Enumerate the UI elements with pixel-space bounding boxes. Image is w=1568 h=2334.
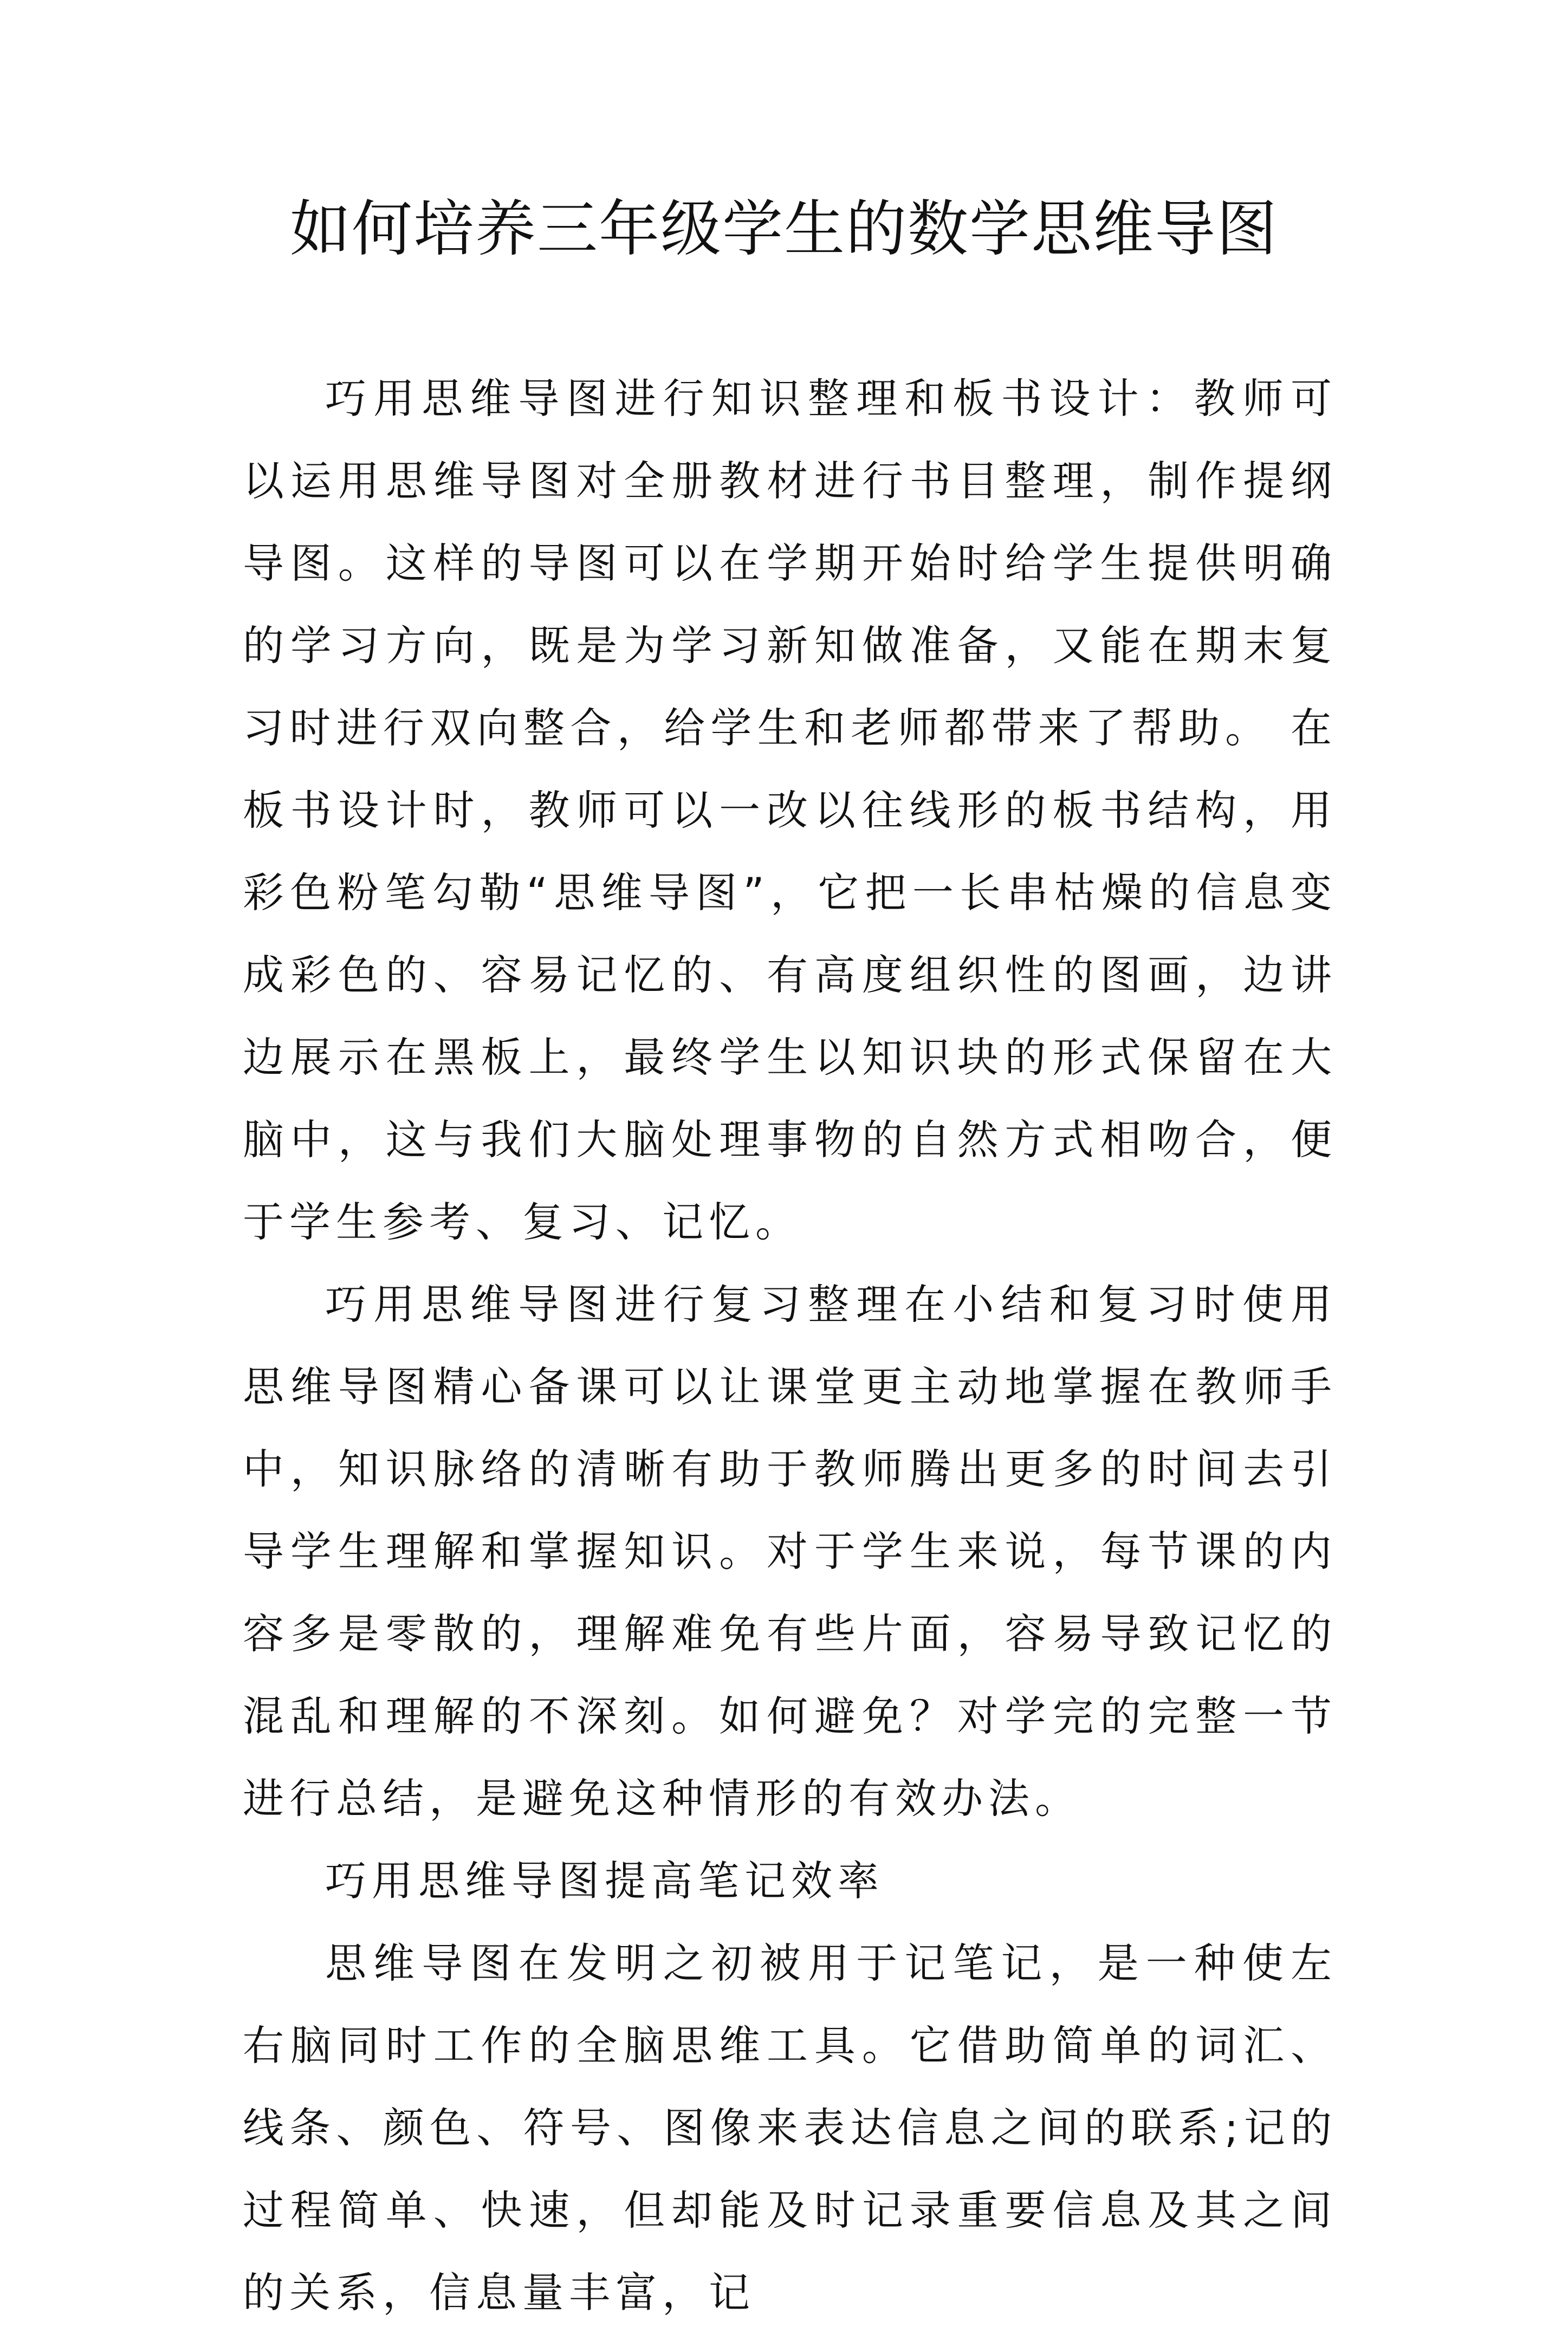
paragraph-review-organization: 巧用思维导图进行复习整理在小结和复习时使用思维导图精心备课可以让课堂更主动地掌握在教师手中，知识脉络的清晰有助于教师腾出更多的时间去引导学生理解和掌握知识。对于学生来说，每节课的内容多是零散的，理解难免有些片面，容易导致记忆的混乱和理解的不深刻。如何避免？对学完的完整一节进行总结，是避免这种情形的有效办法。 — [243, 1280, 1337, 1823]
paragraph-note-taking: 思维导图在发明之初被用于记笔记，是一种使左右脑同时工作的全脑思维工具。它借助简单的词汇、线条、颜色、符号、图像来表达信息之间的联系;记的过程简单、快速，但却能及时记录重要信息及其之间的关系，信息量丰富，记 — [243, 1939, 1337, 2317]
paragraph-knowledge-organization: 巧用思维导图进行知识整理和板书设计：教师可以运用思维导图对全册教材进行书目整理，制作提纲导图。这样的导图可以在学期开始时给学生提供明确的学习方向，既是为学习新知做准备，又能在期末复习时进行双向整合，给学生和老师都带来了帮助。 在板书设计时，教师可以一改以往线形的板书结构，用彩色粉笔勾勒“思维导图”，它把一长串枯燥的信息变成彩色的、容易记忆的、有高度组织性的图画，边讲边展示在黑板上，最终学生以知识块的形式保留在大脑中，这与我们大脑处理事物的自然方式相吻合，便于学生参考、复习、记忆。 — [243, 374, 1337, 1246]
document-body — [243, 358, 1337, 2334]
document-title: 如何培养三年级学生的数学思维导图 — [290, 194, 1278, 264]
paragraph-note-efficiency-heading: 巧用思维导图提高笔记效率 — [325, 1857, 884, 1905]
